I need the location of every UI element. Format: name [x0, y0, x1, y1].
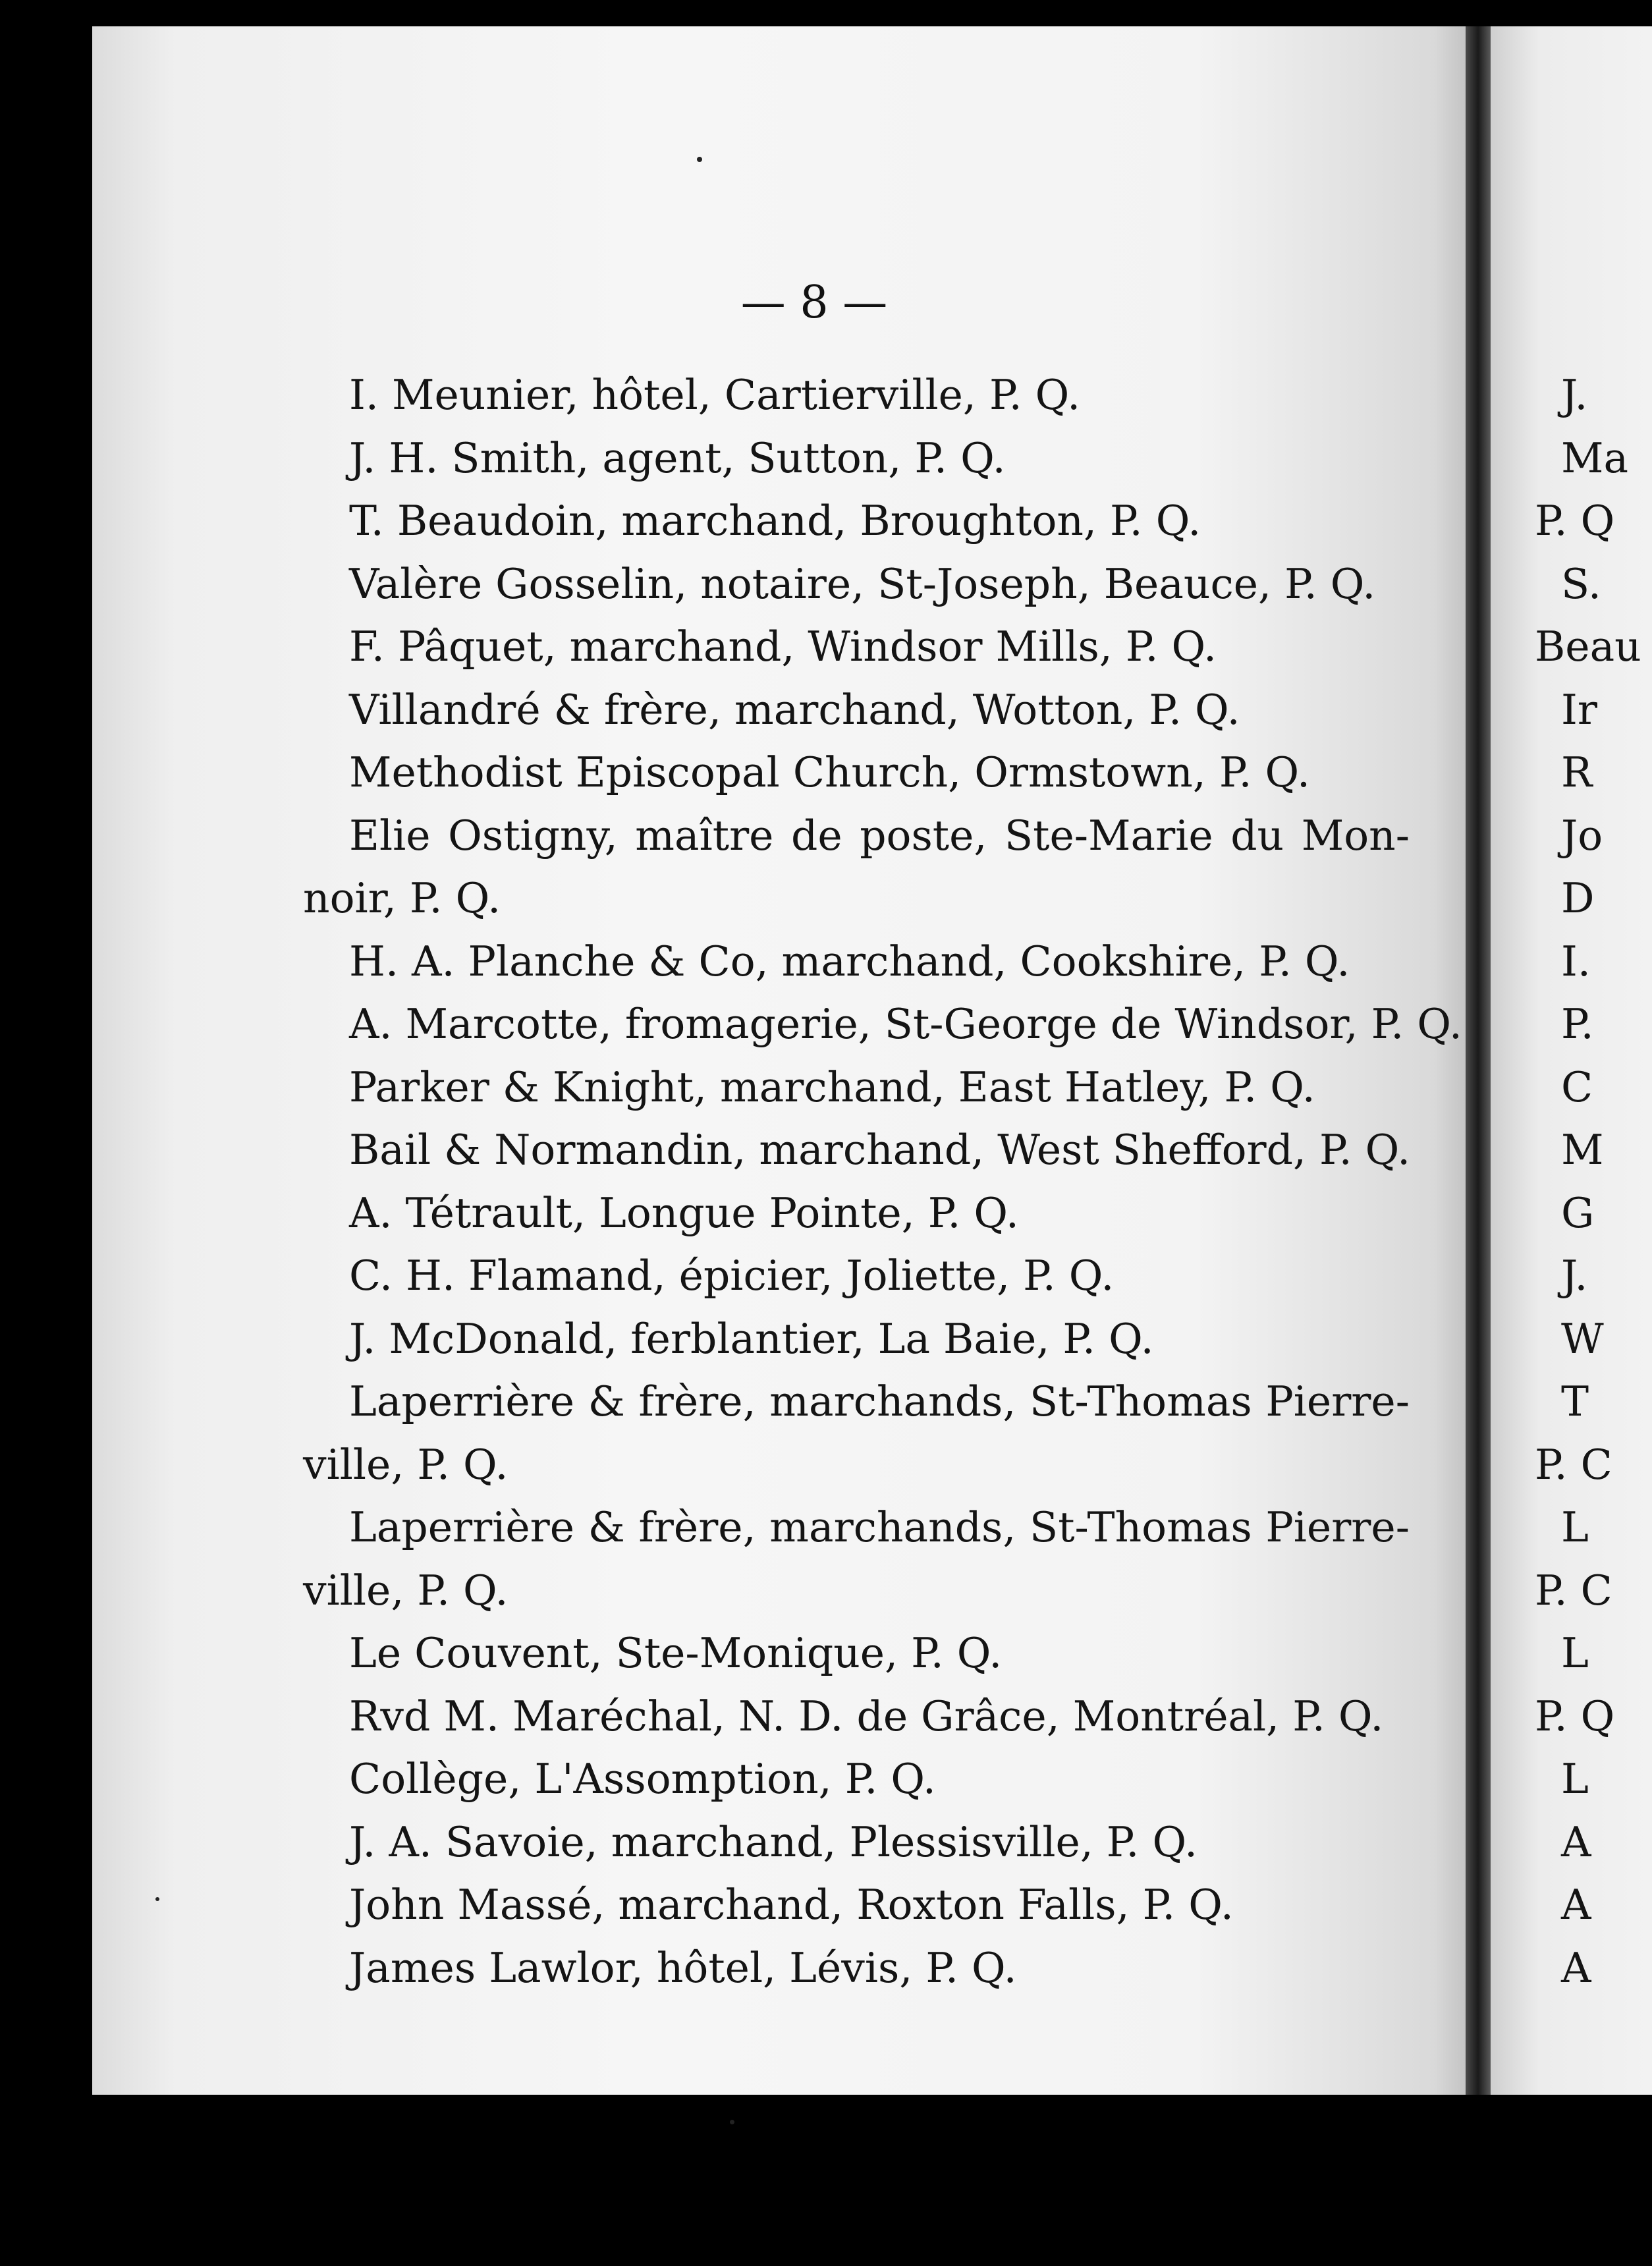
facing-page-fragment: J. — [1561, 371, 1588, 419]
directory-entry — [303, 804, 1410, 930]
directory-entry — [303, 678, 1410, 742]
facing-page-fragment: Ir — [1561, 685, 1598, 734]
entry-line: J. A. Savoie, marchand, Plessisville, P. Q. — [349, 1817, 1198, 1866]
directory-entry — [303, 1622, 1410, 1685]
entry-line: Laperrière & frère, marchands, St-Thomas Pierre- — [349, 1503, 1410, 1551]
facing-page-fragment: I. — [1561, 937, 1591, 985]
entry-line: James Lawlor, hôtel, Lévis, P. Q. — [349, 1943, 1017, 1992]
ink-speck — [697, 157, 702, 162]
entry-line: T. Beaudoin, marchand, Broughton, P. Q. — [349, 497, 1201, 545]
entry-line: C. H. Flamand, épicier, Joliette, P. Q. — [349, 1252, 1115, 1300]
entry-continuation-line: ville, P. Q. — [303, 1440, 509, 1489]
facing-page-fragment: C — [1561, 1063, 1593, 1111]
facing-page-fragment: L — [1561, 1755, 1589, 1803]
facing-page-fragment: A — [1561, 1817, 1591, 1866]
entry-continuation-line: ville, P. Q. — [303, 1566, 509, 1615]
facing-page-fragment: J. — [1561, 1252, 1588, 1300]
directory-entry — [303, 741, 1410, 804]
entry-line: Villandré & frère, marchand, Wotton, P. Q. — [349, 685, 1240, 734]
facing-page-fragments — [1535, 364, 1652, 1999]
facing-page-fragment: P. Q — [1535, 497, 1615, 545]
directory-entries — [303, 364, 1462, 1999]
entry-line: Parker & Knight, marchand, East Hatley, P. Q. — [349, 1063, 1315, 1111]
directory-entry — [303, 1308, 1410, 1371]
facing-page-fragment: Jo — [1561, 811, 1603, 860]
ink-speck — [730, 2120, 734, 2124]
facing-page-fragment: D — [1561, 874, 1595, 922]
directory-entry — [303, 930, 1410, 993]
directory-entry — [303, 364, 1410, 427]
directory-entry — [303, 1811, 1410, 1874]
facing-page-fragment: S. — [1561, 559, 1601, 608]
entry-line: F. Pâquet, marchand, Windsor Mills, P. Q. — [349, 622, 1217, 671]
entry-line: A. Marcotte, fromagerie, St-George de Windsor, P. Q. — [349, 1000, 1462, 1048]
directory-entry — [303, 1119, 1410, 1182]
facing-page-fragment: P. C — [1535, 1566, 1612, 1615]
ink-speck — [155, 1897, 159, 1901]
facing-page-fragment: P. — [1561, 1000, 1594, 1048]
entry-line: I. Meunier, hôtel, Cartierville, P. Q. — [349, 371, 1081, 419]
facing-page-fragment: Beau — [1535, 622, 1641, 671]
page-number-text: — 8 — — [740, 277, 888, 329]
directory-entry — [303, 993, 1462, 1056]
facing-page-fragment: Ma — [1561, 433, 1629, 482]
entry-line: Methodist Episcopal Church, Ormstown, P. Q. — [349, 748, 1311, 796]
entry-line: J. H. Smith, agent, Sutton, P. Q. — [349, 433, 1006, 482]
book-spine — [1466, 26, 1491, 2095]
facing-page-fragment: A — [1561, 1881, 1591, 1929]
directory-entry — [303, 1685, 1410, 1748]
facing-page-fragment: A — [1561, 1943, 1591, 1992]
entry-continuation-line: noir, P. Q. — [303, 874, 501, 922]
page-number — [0, 277, 1652, 329]
directory-entry — [303, 489, 1410, 553]
entry-line: A. Tétrault, Longue Pointe, P. Q. — [349, 1188, 1019, 1237]
directory-entry — [303, 553, 1410, 616]
facing-page-fragment: R — [1561, 748, 1593, 796]
entry-line: Laperrière & frère, marchands, St-Thomas Pierre- — [349, 1377, 1410, 1425]
directory-entry — [303, 1873, 1410, 1937]
entry-line: J. McDonald, ferblantier, La Baie, P. Q. — [349, 1314, 1154, 1363]
facing-page-fragment: W — [1561, 1314, 1604, 1363]
entry-line: Le Couvent, Ste-Monique, P. Q. — [349, 1629, 1003, 1677]
directory-entry — [303, 1182, 1410, 1245]
entry-line: H. A. Planche & Co, marchand, Cookshire, P. Q. — [349, 937, 1350, 985]
entry-line: Elie Ostigny, maître de poste, Ste-Marie du Mon- — [349, 811, 1410, 860]
directory-entry — [303, 1244, 1410, 1308]
directory-entry — [303, 1496, 1410, 1622]
entry-line: Bail & Normandin, marchand, West Shefford, P. Q. — [349, 1126, 1411, 1174]
facing-page-fragment: G — [1561, 1188, 1595, 1237]
facing-page-fragment: P. C — [1535, 1440, 1612, 1489]
entry-line: John Massé, marchand, Roxton Falls, P. Q. — [349, 1881, 1234, 1929]
directory-entry — [303, 615, 1410, 678]
facing-page-fragment: T — [1561, 1377, 1589, 1425]
directory-entry — [303, 1937, 1410, 2000]
entry-line: Collège, L'Assomption, P. Q. — [349, 1755, 936, 1803]
facing-page-fragment: L — [1561, 1629, 1589, 1677]
entry-line: Valère Gosselin, notaire, St-Joseph, Beauce, P. Q. — [349, 559, 1376, 608]
facing-page-fragment: M — [1561, 1126, 1604, 1174]
directory-entry — [303, 1748, 1410, 1811]
directory-entry — [303, 1056, 1410, 1119]
entry-line: Rvd M. Maréchal, N. D. de Grâce, Montréal, P. Q. — [349, 1692, 1384, 1740]
directory-entry — [303, 1370, 1410, 1496]
facing-page-fragment: L — [1561, 1503, 1589, 1551]
facing-page-fragment: P. Q — [1535, 1692, 1615, 1740]
directory-entry — [303, 427, 1410, 490]
